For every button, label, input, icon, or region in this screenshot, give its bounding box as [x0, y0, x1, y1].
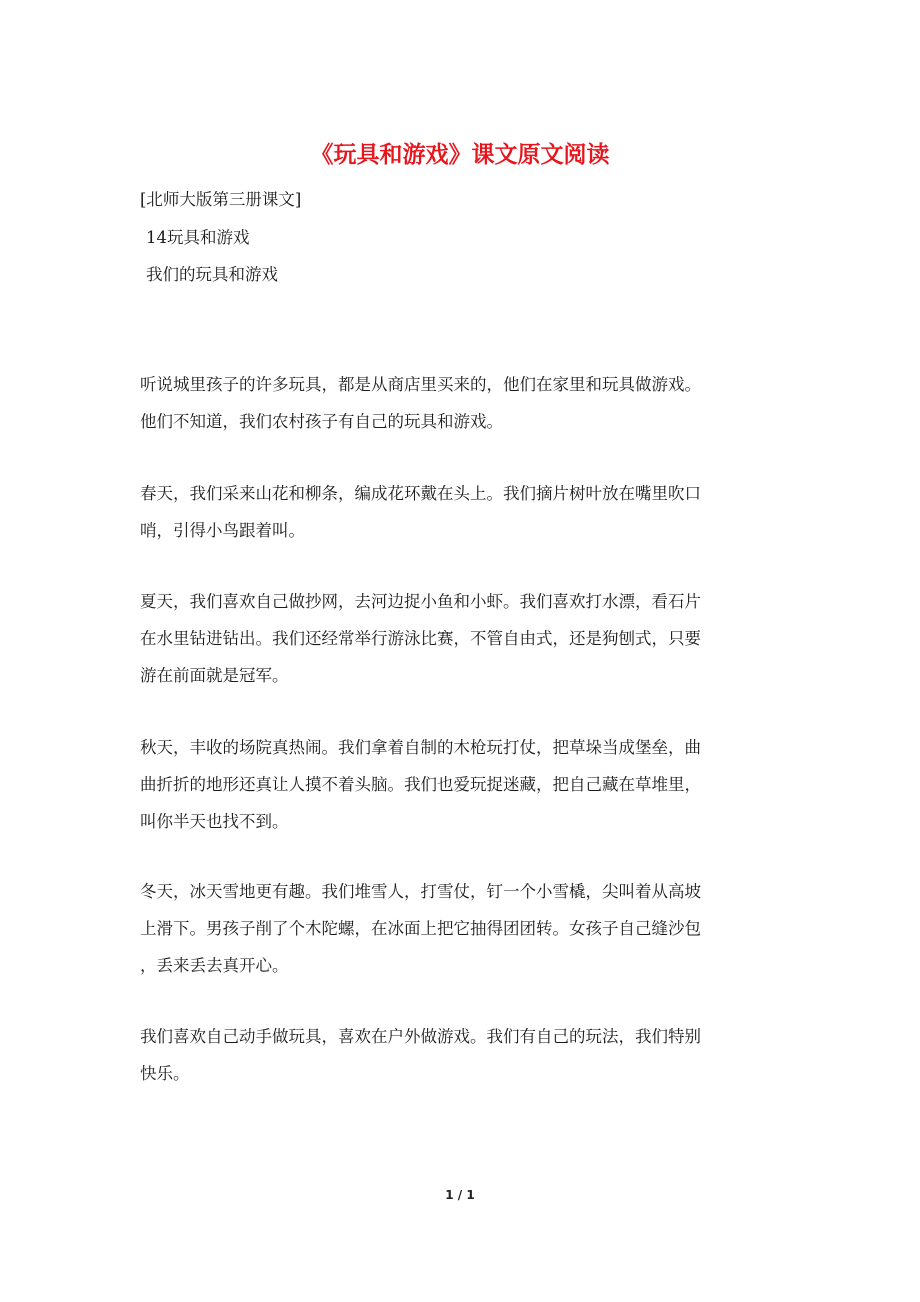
- paragraph-line: 哨，引得小鸟跟着叫。: [140, 521, 305, 540]
- paragraph-line: 游在前面就是冠军。: [140, 666, 289, 685]
- paragraph-line: 冬天，冰天雪地更有趣。我们堆雪人，打雪仗，钉一个小雪橇，尖叫着从高坡: [140, 882, 701, 901]
- paragraph-line: 在水里钻进钻出。我们还经常举行游泳比赛，不管自由式，还是狗刨式，只要: [140, 629, 701, 648]
- paragraph-line: 他们不知道，我们农村孩子有自己的玩具和游戏。: [140, 412, 503, 431]
- document-title: 《玩具和游戏》课文原文阅读: [310, 141, 610, 168]
- paragraph-line: 快乐。: [140, 1064, 190, 1083]
- page-number: 1 / 1: [445, 1188, 475, 1202]
- paragraph-conclusion: [140, 1018, 780, 1092]
- paragraph-line: ，丢来丢去真开心。: [140, 956, 289, 975]
- paragraph-line: 上滑下。男孩子削了个木陀螺，在冰面上把它抽得团团转。女孩子自己缝沙包: [140, 919, 701, 938]
- paragraph-line: 夏天，我们喜欢自己做抄网，去河边捉小鱼和小虾。我们喜欢打水漂，看石片: [140, 592, 701, 611]
- paragraph-winter: [140, 873, 780, 984]
- paragraph-line: 叫你半天也找不到。: [140, 812, 289, 831]
- paragraph-line: 曲折折的地形还真让人摸不着头脑。我们也爱玩捉迷藏，把自己藏在草堆里，: [140, 775, 701, 794]
- paragraph-summer: [140, 583, 780, 694]
- lesson-heading: 14玩具和游戏: [146, 228, 250, 247]
- paragraph-spring: [140, 475, 780, 549]
- paragraph-line: 听说城里孩子的许多玩具，都是从商店里买来的，他们在家里和玩具做游戏。: [140, 375, 701, 394]
- paragraph-line: 秋天，丰收的场院真热闹。我们拿着自制的木枪玩打仗，把草垛当成堡垒，曲: [140, 738, 701, 757]
- paragraph-intro: [140, 366, 780, 440]
- paragraph-line: 春天，我们采来山花和柳条，编成花环戴在头上。我们摘片树叶放在嘴里吹口: [140, 484, 701, 503]
- paragraph-autumn: [140, 729, 780, 840]
- paragraph-line: 我们喜欢自己动手做玩具，喜欢在户外做游戏。我们有自己的玩法，我们特别: [140, 1027, 701, 1046]
- lesson-subtitle: 我们的玩具和游戏: [146, 265, 278, 284]
- source-note: [北师大版第三册课文]: [140, 190, 302, 209]
